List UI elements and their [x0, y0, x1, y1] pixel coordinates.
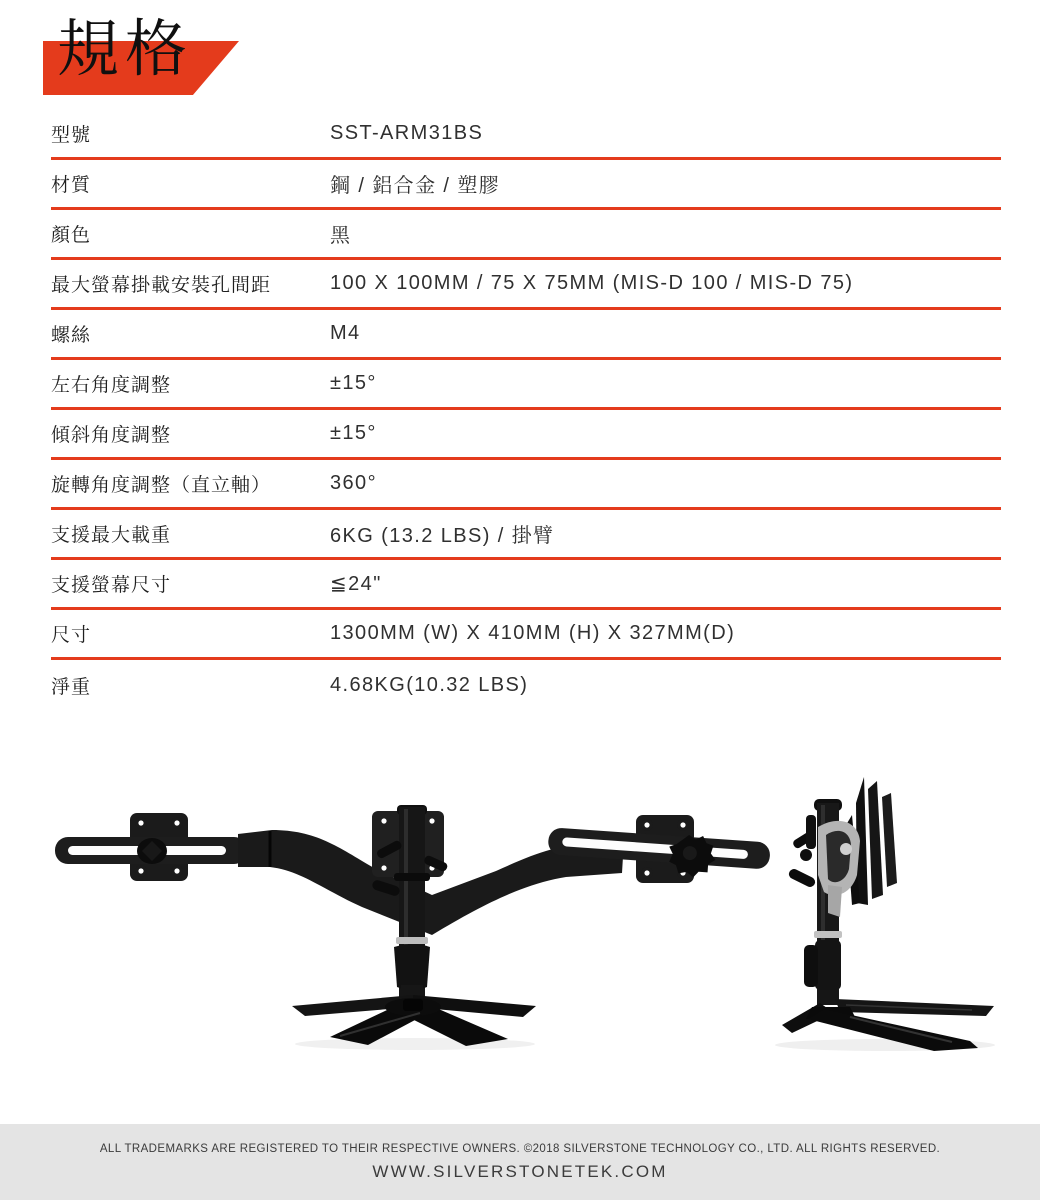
spec-value: ±15°	[330, 372, 377, 394]
spec-label: 尺寸	[51, 625, 92, 646]
spec-label: 型號	[51, 125, 92, 146]
footer-website: WWW.SILVERSTONETEK.COM	[372, 1161, 668, 1181]
spec-label: 支援螢幕尺寸	[51, 575, 172, 596]
spec-row	[51, 310, 1001, 360]
spec-row	[51, 560, 1001, 610]
footer-legal-text: ALL TRADEMARKS ARE REGISTERED TO THEIR RESPECTIVE OWNERS. ©2018 SILVERSTONE TECHNOLOGY CO., LTD. ALL RIGHTS RESERVED.	[99, 1142, 941, 1155]
side-sleeve	[804, 940, 841, 1005]
spec-value: SST-ARM31BS	[330, 122, 484, 144]
spec-label: 支援最大載重	[51, 525, 172, 546]
spec-value: ≦24"	[330, 573, 382, 595]
spec-label: 傾斜角度調整	[51, 425, 172, 446]
spec-value: 360°	[330, 472, 377, 494]
spec-table	[51, 110, 1001, 710]
spec-row	[51, 260, 1001, 310]
left-rail	[55, 837, 247, 864]
side-levers	[787, 815, 817, 889]
spec-row	[51, 610, 1001, 660]
spec-value: ±15°	[330, 422, 377, 444]
spec-row	[51, 460, 1001, 510]
spec-value: M4	[330, 322, 361, 344]
spec-label: 淨重	[51, 676, 92, 698]
spec-row	[51, 410, 1001, 460]
spec-value: 100 X 100MM / 75 X 75MM (MIS-D 100 / MIS-D 75)	[330, 272, 854, 294]
spec-row	[51, 160, 1001, 210]
spec-row	[51, 210, 1001, 260]
spec-label: 旋轉角度調整（直立軸）	[51, 475, 272, 496]
spec-label: 最大螢幕掛載安裝孔間距	[51, 275, 272, 296]
spec-value: 鋼 / 鋁合金 / 塑膠	[330, 175, 501, 197]
spec-value: 4.68KG(10.32 LBS)	[330, 673, 529, 696]
spec-label: 材質	[51, 175, 92, 196]
spec-value: 黑	[330, 225, 352, 247]
spec-label: 顏色	[51, 225, 92, 246]
spec-label: 螺絲	[51, 325, 92, 346]
spec-value: 1300MM (W) X 410MM (H) X 327MM(D)	[330, 622, 736, 644]
side-ring	[814, 931, 842, 938]
product-photo	[0, 755, 1040, 1055]
spec-row	[51, 360, 1001, 410]
footer	[0, 1124, 1040, 1200]
page-title: 規格	[57, 15, 194, 84]
spec-row	[51, 660, 1001, 710]
spec-row	[51, 510, 1001, 560]
spec-label: 左右角度調整	[51, 375, 172, 396]
spec-value: 6KG (13.2 LBS) / 掛臂	[330, 525, 555, 547]
monitor-arm-illustration	[0, 755, 1040, 1055]
spec-row	[51, 110, 1001, 160]
